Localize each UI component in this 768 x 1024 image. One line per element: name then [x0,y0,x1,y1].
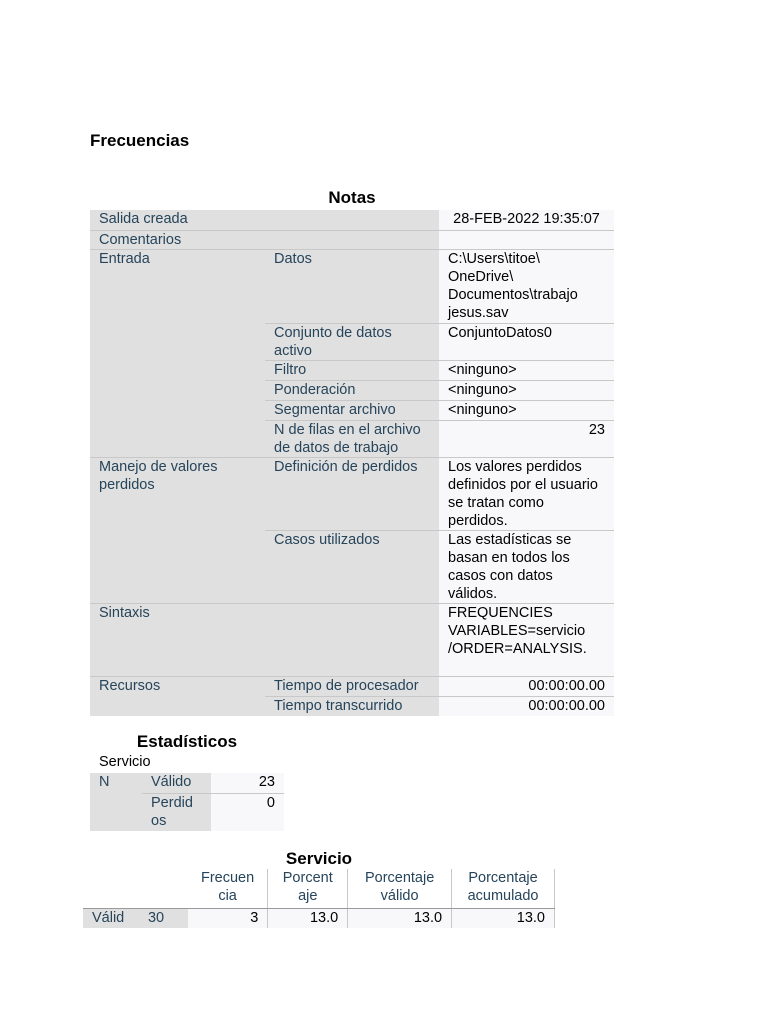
comentarios-label: Comentarios [90,230,439,249]
row-frecuencia: 3 [188,908,268,928]
n-filas-label: N de filas en el archivo de datos de trabajo [265,420,439,457]
row-porcentaje-acumulado: 13.0 [452,908,555,928]
row-porcentaje: 13.0 [268,908,348,928]
header-empty-1 [83,869,139,908]
datos-value: C:\Users\titoe\ OneDrive\ Documentos\trabajo jesus.sav [439,249,614,323]
servicio-table [83,869,555,928]
servicio-title: Servicio [285,849,353,868]
datos-label: Datos [265,249,439,323]
transcurrido-value: 00:00:00.00 [439,696,614,716]
ponderacion-label: Ponderación [265,380,439,400]
header-frecuencia: Frecuen cia [188,869,268,908]
row-value-label: 30 [139,908,188,928]
section-title: Frecuencias [90,131,190,150]
segmentar-value: <ninguno> [439,400,614,420]
n-label: N [90,773,142,831]
segmentar-label: Segmentar archivo [265,400,439,420]
filtro-label: Filtro [265,360,439,380]
casos-value: Las estadísticas se basan en todos los casos con datos válidos. [439,530,614,603]
header-empty-2 [139,869,188,908]
procesador-label: Tiempo de procesador [265,676,439,696]
manejo-label: Manejo de valores perdidos [90,457,265,603]
ponderacion-value: <ninguno> [439,380,614,400]
estadisticos-variable: Servicio [99,754,151,770]
valido-label: Válido [142,773,211,793]
sintaxis-label: Sintaxis [90,603,439,676]
procesador-value: 00:00:00.00 [439,676,614,696]
valido-value: 23 [211,773,284,793]
casos-label: Casos utilizados [265,530,439,603]
header-porcentaje-acumulado: Porcentaje acumulado [452,869,555,908]
estadisticos-table [90,773,284,831]
perdidos-value: 0 [211,793,284,831]
recursos-label: Recursos [90,676,265,716]
header-porcentaje-valido: Porcentaje válido [348,869,452,908]
definicion-value: Los valores perdidos definidos por el usuario se tratan como perdidos. [439,457,614,530]
entrada-label: Entrada [90,249,265,457]
n-filas-value: 23 [439,420,614,457]
header-porcentaje: Porcent aje [268,869,348,908]
row-group-label: Válid [83,908,139,928]
comentarios-value [439,230,614,249]
perdidos-label: Perdid os [142,793,211,831]
definicion-label: Definición de perdidos [265,457,439,530]
estadisticos-title: Estadísticos [136,732,238,751]
notas-table [90,210,614,716]
row-porcentaje-valido: 13.0 [348,908,452,928]
table-row [83,908,555,928]
salida-creada-value: 28-FEB-2022 19:35:07 [439,210,614,230]
conjunto-value: ConjuntoDatos0 [439,323,614,360]
filtro-value: <ninguno> [439,360,614,380]
salida-creada-label: Salida creada [90,210,439,230]
conjunto-label: Conjunto de datos activo [265,323,439,360]
sintaxis-value: FREQUENCIES VARIABLES=servicio /ORDER=ANALYSIS. [439,603,614,676]
notas-title: Notas [328,188,376,207]
transcurrido-label: Tiempo transcurrido [265,696,439,716]
